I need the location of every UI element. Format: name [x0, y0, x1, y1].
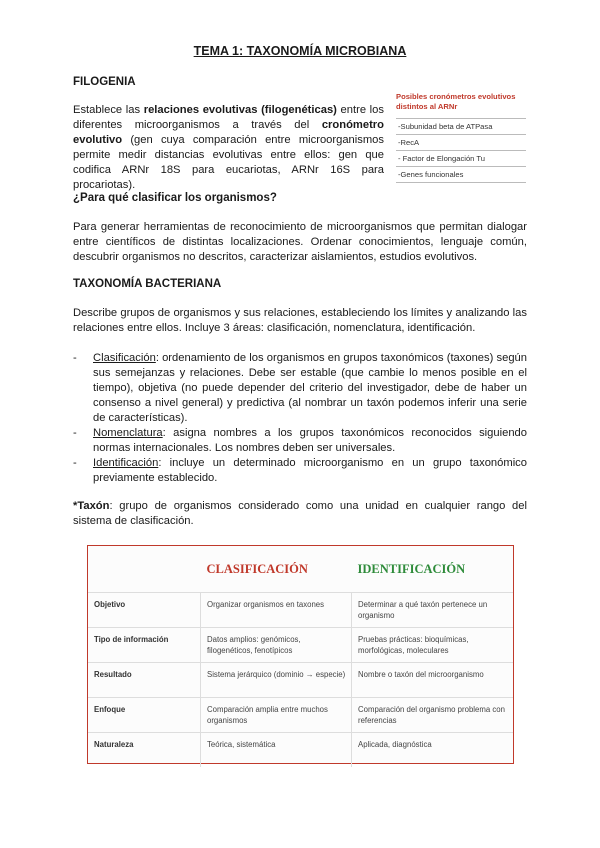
text-span: entre los diferentes microorganismos a través del — [73, 104, 384, 131]
table-cell: Comparación del organismo problema con referencias — [352, 698, 514, 733]
bold-term: *Taxón — [73, 500, 110, 512]
heading-taxonomia: TAXONOMÍA BACTERIANA — [73, 278, 222, 290]
text-span: Establece las — [73, 104, 144, 116]
chronometer-sidebox — [396, 92, 526, 183]
table-cell: Sistema jerárquico (dominio → especie) — [201, 663, 352, 698]
comparison-table — [87, 545, 514, 764]
definition-text: : grupo de organismos considerado como una unidad en cualquier rango del sistema de clasificación. — [73, 500, 527, 527]
row-header: Tipo de información — [88, 628, 201, 663]
row-header: Resultado — [88, 663, 201, 698]
definition-text: : ordenamiento de los organismos en grupos taxonómicos (taxones) según sus semejanzas y relaciones. Debe ser estable (que cambie lo menos posible en el tiempo), objetiva (no puede depender del criterio del investigador, debe de haber un consenso a nivel general) y predictiva (al nombrar un taxón podemos inferir una serie de características). — [93, 352, 527, 424]
definition-text: : asigna nombres a los grupos taxonómicos reconocidos siguiendo normas internacionales. Los nombres deben ser universales. — [93, 427, 527, 454]
table-row — [88, 593, 513, 628]
list-item — [73, 351, 527, 426]
table-row — [88, 628, 513, 663]
sidebox-title: Posibles cronómetros evolutivos distintos al ARNr — [396, 92, 516, 111]
heading-clasificar: ¿Para qué clasificar los organismos? — [73, 192, 277, 204]
term-underlined: Nomenclatura — [93, 427, 163, 439]
row-header: Objetivo — [88, 593, 201, 628]
bold-term: cronómetro evolutivo — [73, 119, 384, 146]
term-underlined: Identificación — [93, 457, 159, 469]
table-cell: Nombre o taxón del microorganismo — [352, 663, 514, 698]
table-header-row — [88, 546, 513, 593]
table-cell: Comparación amplia entre muchos organismos — [201, 698, 352, 733]
paragraph-taxon — [73, 499, 527, 529]
table-header-cell: IDENTIFICACIÓN — [357, 561, 466, 576]
table-row — [88, 698, 513, 733]
sidebox-item: -Subunidad beta de ATPasa — [396, 118, 526, 134]
row-header: Enfoque — [88, 698, 201, 733]
row-header: Naturaleza — [88, 733, 201, 768]
table-cell: Datos amplios: genómicos, filogenéticos, fenotípicos — [201, 628, 352, 663]
table-row — [88, 663, 513, 698]
list-item-text — [93, 351, 527, 426]
list-item-text — [93, 426, 527, 456]
table-cell: Teórica, sistemática — [201, 733, 352, 768]
list-item-text — [93, 456, 527, 486]
sidebox-item: -Genes funcionales — [396, 166, 526, 183]
bold-term: relaciones evolutivas (filogenéticas) — [143, 104, 337, 116]
paragraph-clasificar: Para generar herramientas de reconocimiento de microorganismos que permitan dialogar entre científicos de distintas localizaciones. Ordenar conocimientos, lenguaje común, descubrir organismos no descritos, caracterizar aislamientos, estudios evolutivos. — [73, 221, 527, 263]
table-cell: Determinar a qué taxón pertenece un organismo — [352, 593, 514, 628]
bullet-dash: - — [73, 427, 77, 439]
bullet-dash: - — [73, 457, 77, 469]
table-row — [88, 733, 513, 768]
table-cell: Pruebas prácticas: bioquímicas, morfológicas, moleculares — [352, 628, 514, 663]
sidebox-item: - Factor de Elongación Tu — [396, 150, 526, 166]
page-title: TEMA 1: TAXONOMÍA MICROBIANA — [193, 44, 407, 58]
sidebox-item: -RecA — [396, 134, 526, 150]
list-item — [73, 456, 527, 486]
term-underlined: Clasificación — [93, 352, 156, 364]
bullet-dash: - — [73, 352, 77, 364]
table-cell: Aplicada, diagnóstica — [352, 733, 514, 768]
table-header-cell — [88, 546, 201, 593]
taxonomy-areas-list — [73, 351, 527, 486]
paragraph-filogenia — [73, 103, 384, 193]
text-span: (gen cuya comparación entre microorganismos permite medir distancias evolutivas entre ellos: gen que codifica ARNr 18S para eucariotas, ARNr 16S para procariotas). — [73, 134, 384, 191]
paragraph-taxonomia: Describe grupos de organismos y sus relaciones, estableciendo los límites y analizando las relaciones entre ellos. Incluye 3 áreas: clasificación, nomenclatura, identificación. — [73, 307, 527, 334]
definition-text: : incluye un determinado microorganismo en un grupo taxonómico previamente establecido. — [93, 457, 527, 484]
list-item — [73, 426, 527, 456]
table-cell: Organizar organismos en taxones — [201, 593, 352, 628]
heading-filogenia: FILOGENIA — [73, 76, 136, 88]
table-header-cell: CLASIFICACIÓN — [206, 561, 308, 576]
